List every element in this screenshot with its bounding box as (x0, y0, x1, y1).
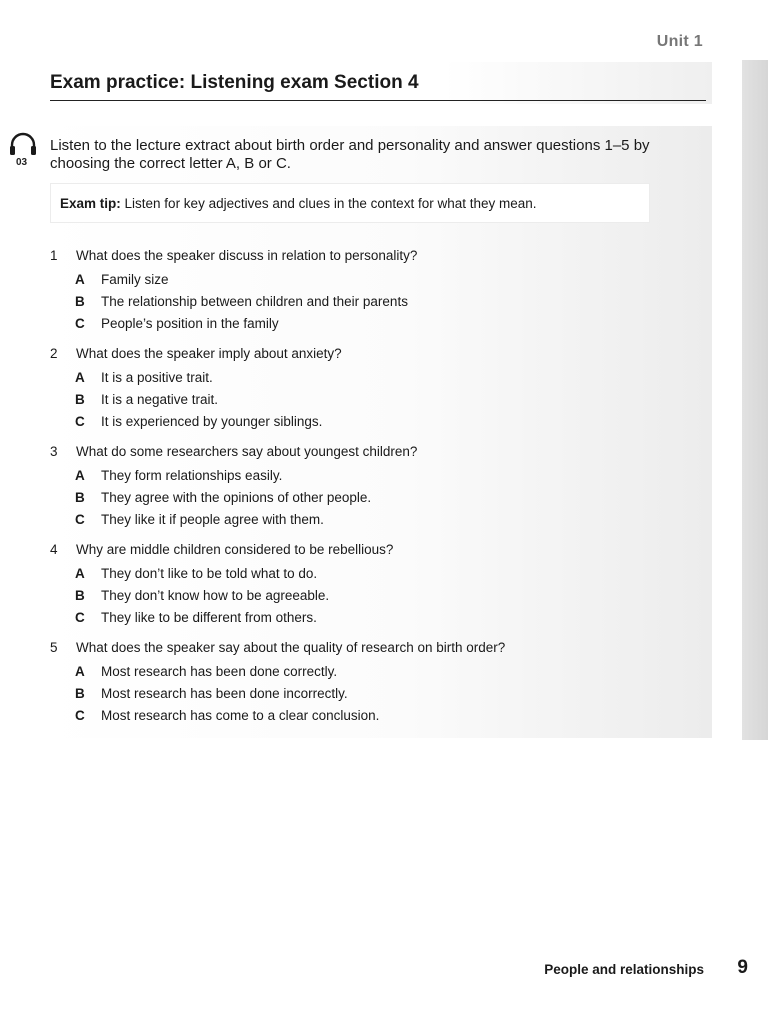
option-letter: A (75, 664, 85, 679)
question-text: What does the speaker discuss in relation to personality? (76, 248, 418, 263)
page-number: 9 (737, 957, 748, 978)
audio-track-number: 03 (16, 157, 28, 168)
question-number: 4 (50, 542, 58, 557)
option-text: Most research has come to a clear conclusion. (101, 708, 380, 723)
question-number: 1 (50, 248, 58, 263)
option-letter: C (75, 610, 85, 625)
option-text: They like to be different from others. (101, 610, 317, 625)
question-number: 5 (50, 640, 58, 655)
option-text: They like it if people agree with them. (101, 512, 324, 527)
question-text: What does the speaker imply about anxiety? (76, 346, 342, 361)
title-underline (50, 100, 706, 101)
page-title: Exam practice: Listening exam Section 4 (50, 72, 419, 93)
option-letter: A (75, 566, 85, 581)
unit-label: Unit 1 (656, 33, 703, 50)
option-letter: C (75, 512, 85, 527)
option-text: Most research has been done correctly. (101, 664, 338, 679)
exam-tip (60, 196, 537, 211)
option-letter: C (75, 316, 85, 331)
headphones-icon[interactable] (8, 131, 38, 157)
option-text: It is a positive trait. (101, 370, 213, 385)
option-letter: A (75, 468, 85, 483)
option-letter: A (75, 272, 85, 287)
option-letter: B (75, 490, 85, 505)
question-text: What does the speaker say about the quality of research on birth order? (76, 640, 506, 655)
question-number: 2 (50, 346, 58, 361)
option-text: Most research has been done incorrectly. (101, 686, 348, 701)
question-text: What do some researchers say about youngest children? (76, 444, 418, 459)
option-letter: C (75, 414, 85, 429)
question-text: Why are middle children considered to be rebellious? (76, 542, 394, 557)
option-letter: B (75, 686, 85, 701)
footer-section-title: People and relationships (544, 962, 704, 977)
option-letter: B (75, 294, 85, 309)
option-text: It is experienced by younger siblings. (101, 414, 323, 429)
option-text: They don’t know how to be agreeable. (101, 588, 330, 603)
adjacent-page-edge (742, 60, 768, 740)
option-letter: B (75, 392, 85, 407)
option-letter: B (75, 588, 85, 603)
instructions: Listen to the lecture extract about birth order and personality and answer questions 1–5 by choosing the correct letter A, B or C. (50, 137, 650, 172)
option-text: People’s position in the family (101, 316, 279, 331)
exam-tip-text: Listen for key adjectives and clues in the context for what they mean. (124, 196, 537, 211)
option-text: Family size (101, 272, 169, 287)
question-number: 3 (50, 444, 58, 459)
option-text: The relationship between children and their parents (101, 294, 408, 309)
option-letter: C (75, 708, 85, 723)
option-letter: A (75, 370, 85, 385)
option-text: They form relationships easily. (101, 468, 283, 483)
option-text: It is a negative trait. (101, 392, 219, 407)
option-text: They agree with the opinions of other people. (101, 490, 372, 505)
exam-tip-label: Exam tip: (60, 196, 121, 211)
option-text: They don’t like to be told what to do. (101, 566, 318, 581)
